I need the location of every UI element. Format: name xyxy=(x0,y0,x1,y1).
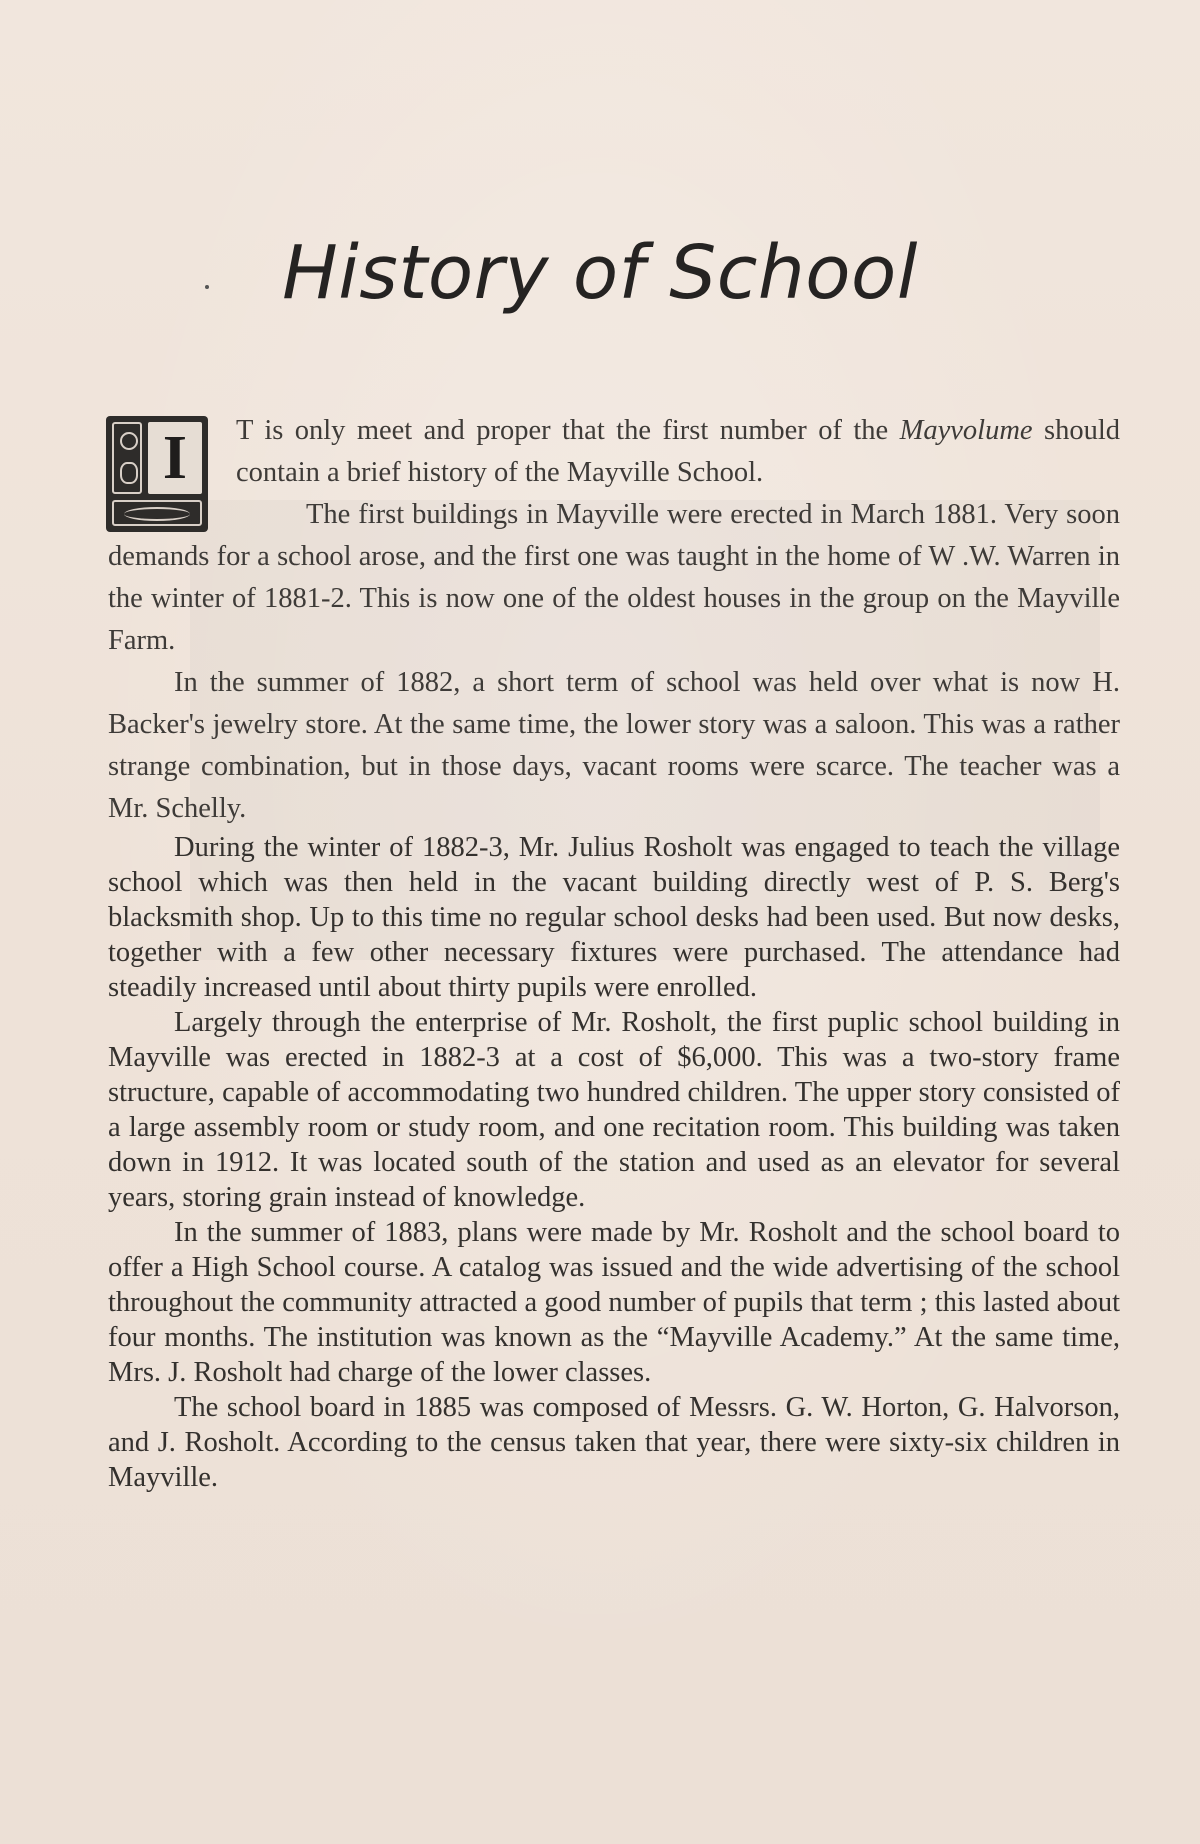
intro-text-end: should contain a brief history of the Mayville School. xyxy=(236,415,1120,488)
paragraph-intro xyxy=(236,410,1120,494)
page-title: History of School xyxy=(282,230,918,316)
publication-name: Mayvolume xyxy=(899,415,1033,446)
paragraph-first-building: Largely through the enterprise of Mr. Rosholt, the first puplic school building in Mayville was erected in 1882-3 at a cost of $6,000. This was a two-story frame structure, capable of accommodating two hundred children. The upper story consisted of a large assembly room or study room, and one recitation room. This building was taken down in 1912. It was located south of the station and used as an elevator for several years, storing grain instead of knowledge. xyxy=(108,1007,1120,1213)
intro-text-start: T is only meet and proper that the first number of the xyxy=(236,415,889,446)
article-body xyxy=(108,410,1120,1495)
paragraph-school-board: The school board in 1885 was composed of Messrs. G. W. Horton, G. Halvorson, and J. Rosholt. According to the census taken that year, there were sixty-six children in Mayville. xyxy=(108,1392,1120,1493)
paragraph-first-buildings: The first buildings in Mayville were erected in March 1881. Very soon demands for a school arose, and the first one was taught in the home of W .W. Warren in the winter of 1881-2. This is now one of the oldest houses in the group on the Mayville Farm. xyxy=(108,499,1120,656)
dropcap-letter: I xyxy=(148,422,202,494)
paragraph-summer-1882: In the summer of 1882, a short term of school was held over what is now H. Backer's jewelry store. At the same time, the lower story was a saloon. This was a rather strange combination, but in those days, vacant rooms were scarce. The teacher was a Mr. Schelly. xyxy=(108,667,1120,824)
paragraph-winter-1882: During the winter of 1882-3, Mr. Julius Rosholt was engaged to teach the village school which was then held in the vacant building directly west of P. S. Berg's blacksmith shop. Up to this time no regular school desks had been used. But now desks, together with a few other necessary fixtures were purchased. The attendance had steadily increased until about thirty pupils were enrolled. xyxy=(108,832,1120,1003)
paragraph-high-school: In the summer of 1883, plans were made by Mr. Rosholt and the school board to offer a High School course. A catalog was issued and the wide advertising of the school throughout the community attracted a good number of pupils that term ; this lasted about four months. The institution was known as the “Mayville Academy.” At the same time, Mrs. J. Rosholt had charge of the lower classes. xyxy=(108,1217,1120,1388)
